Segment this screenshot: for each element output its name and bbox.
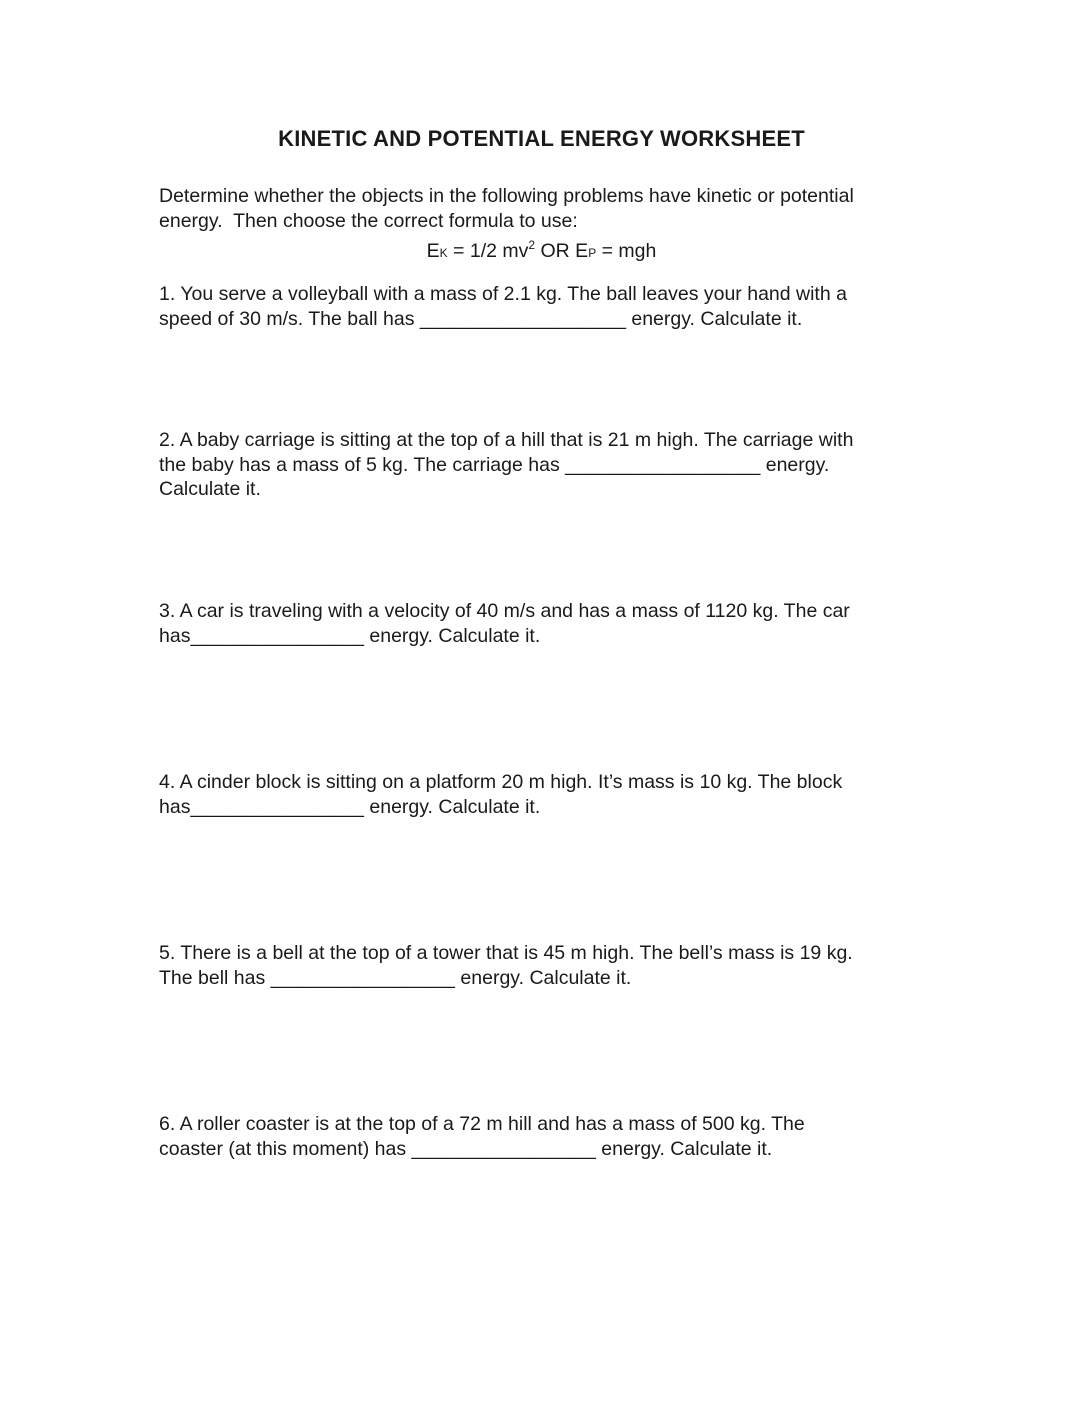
question-line: speed of 30 m/s. The ball has ___________________ energy. Calculate it. — [159, 307, 803, 330]
kinetic-formula-rhs: = 1/2 mv — [447, 240, 529, 262]
question-2 — [159, 428, 949, 502]
potential-subscript: P — [588, 246, 597, 260]
potential-formula-rhs: = mgh — [596, 240, 657, 262]
page-title: KINETIC AND POTENTIAL ENERGY WORKSHEET — [278, 126, 805, 151]
instructions-line: Determine whether the objects in the following problems have kinetic or potential — [159, 185, 854, 207]
question-1 — [159, 282, 949, 331]
kinetic-symbol: E — [426, 240, 440, 262]
question-5 — [159, 941, 949, 990]
question-line: 3. A car is traveling with a velocity of 40 m/s and has a mass of 1120 kg. The car — [159, 600, 850, 622]
question-line: 6. A roller coaster is at the top of a 72 m hill and has a mass of 500 kg. The — [159, 1113, 805, 1135]
question-line: The bell has _________________ energy. Calculate it. — [159, 966, 632, 989]
instructions — [159, 184, 949, 233]
question-line: 4. A cinder block is sitting on a platform 20 m high. It’s mass is 10 kg. The block — [159, 771, 843, 793]
question-line: has________________ energy. Calculate it. — [159, 795, 541, 818]
question-line: Calculate it. — [159, 478, 261, 500]
question-6 — [159, 1112, 949, 1161]
question-line: 5. There is a bell at the top of a tower that is 45 m high. The bell’s mass is 19 kg. — [159, 942, 853, 964]
question-line: has________________ energy. Calculate it. — [159, 624, 541, 647]
kinetic-subscript: K — [439, 246, 448, 260]
question-line: coaster (at this moment) has _________________ energy. Calculate it. — [159, 1137, 773, 1160]
question-line: 1. You serve a volleyball with a mass of 2.1 kg. The ball leaves your hand with a — [159, 283, 847, 305]
question-4 — [159, 770, 949, 819]
question-line: the baby has a mass of 5 kg. The carriage has __________________ energy. — [159, 453, 830, 476]
question-3 — [159, 599, 949, 648]
velocity-exponent: 2 — [528, 238, 536, 252]
energy-formula — [0, 233, 1083, 265]
instructions-line: energy. Then choose the correct formula to use: — [159, 209, 578, 232]
formula-or: OR — [535, 240, 576, 262]
potential-symbol: E — [575, 240, 589, 262]
question-line: 2. A baby carriage is sitting at the top of a hill that is 21 m high. The carriage with — [159, 429, 854, 451]
